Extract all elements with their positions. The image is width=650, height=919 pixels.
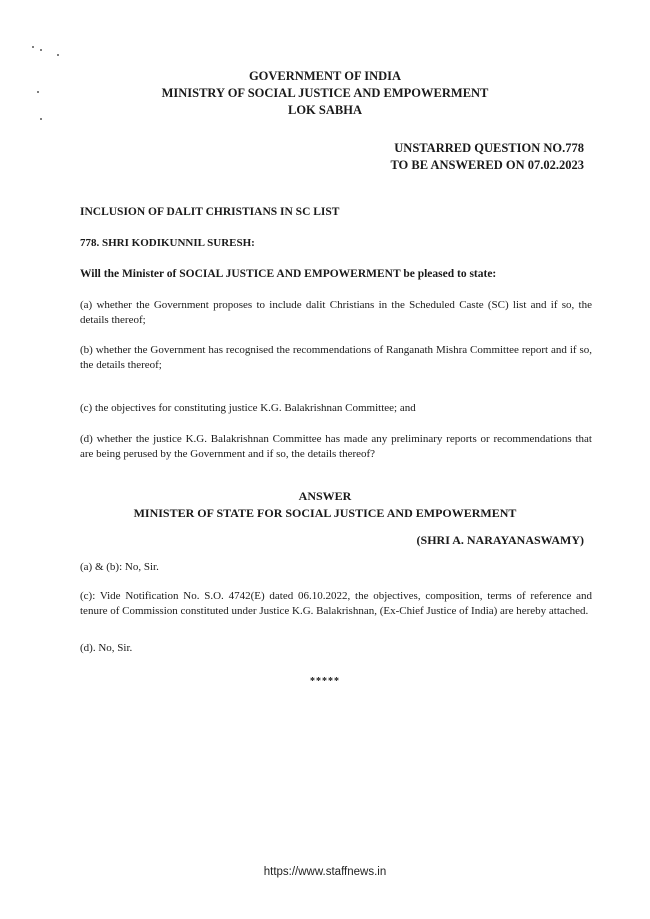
answer-heading-block [0,488,650,522]
question-c: (c) the objectives for constituting justice K.G. Balakrishnan Committee; and [80,402,416,414]
minister-title: MINISTER OF STATE FOR SOCIAL JUSTICE AND EMPOWERMENT [133,506,517,520]
answer-heading: ANSWER [298,489,352,503]
end-marker: ***** [310,676,340,687]
footer-url: https://www.staffnews.in [263,866,387,878]
answer-c: (c): Vide Notification No. S.O. 4742(E) dated 06.10.2022, the objectives, composition, terms of reference and tenure of Commission constituted under Justice K.G. Balakrishnan, (Ex-Chief Justice of India) are hereby attached. [80,590,592,617]
header-house: LOK SABHA [288,103,362,117]
scan-speck [32,46,34,48]
minister-name: (SHRI A. NARAYANASWAMY) [416,533,584,547]
scan-speck [57,54,59,56]
intro-part1: Will the Minister of [80,268,180,280]
member-name: 778. SHRI KODIKUNNIL SURESH: [80,237,255,249]
intro-part3: be pleased to state: [400,268,497,280]
question-subject: INCLUSION OF DALIT CHRISTIANS IN SC LIST [80,206,340,218]
question-a: (a) whether the Government proposes to include dalit Christians in the Scheduled Caste (SC) list and if so, the details thereof; [80,299,592,326]
question-d: (d) whether the justice K.G. Balakrishnan Committee has made any preliminary reports or recommendations that are being perused by the Government and if so, the details thereof? [80,433,592,460]
answer-a-b: (a) & (b): No, Sir. [80,561,159,573]
question-meta [390,140,584,174]
header-government: GOVERNMENT OF INDIA [248,69,402,83]
question-b: (b) whether the Government has recognised the recommendations of Ranganath Mishra Committee report and if so, the details thereof; [80,344,592,371]
header-ministry: MINISTRY OF SOCIAL JUSTICE AND EMPOWERMENT [161,86,489,100]
question-number: UNSTARRED QUESTION NO.778 [394,141,584,155]
answer-d: (d). No, Sir. [80,642,133,654]
document-header [0,68,650,119]
answer-date: TO BE ANSWERED ON 07.02.2023 [390,158,584,172]
scan-speck [40,49,42,51]
intro-ministry: SOCIAL JUSTICE AND EMPOWERMENT [179,268,401,280]
question-intro [80,267,592,282]
